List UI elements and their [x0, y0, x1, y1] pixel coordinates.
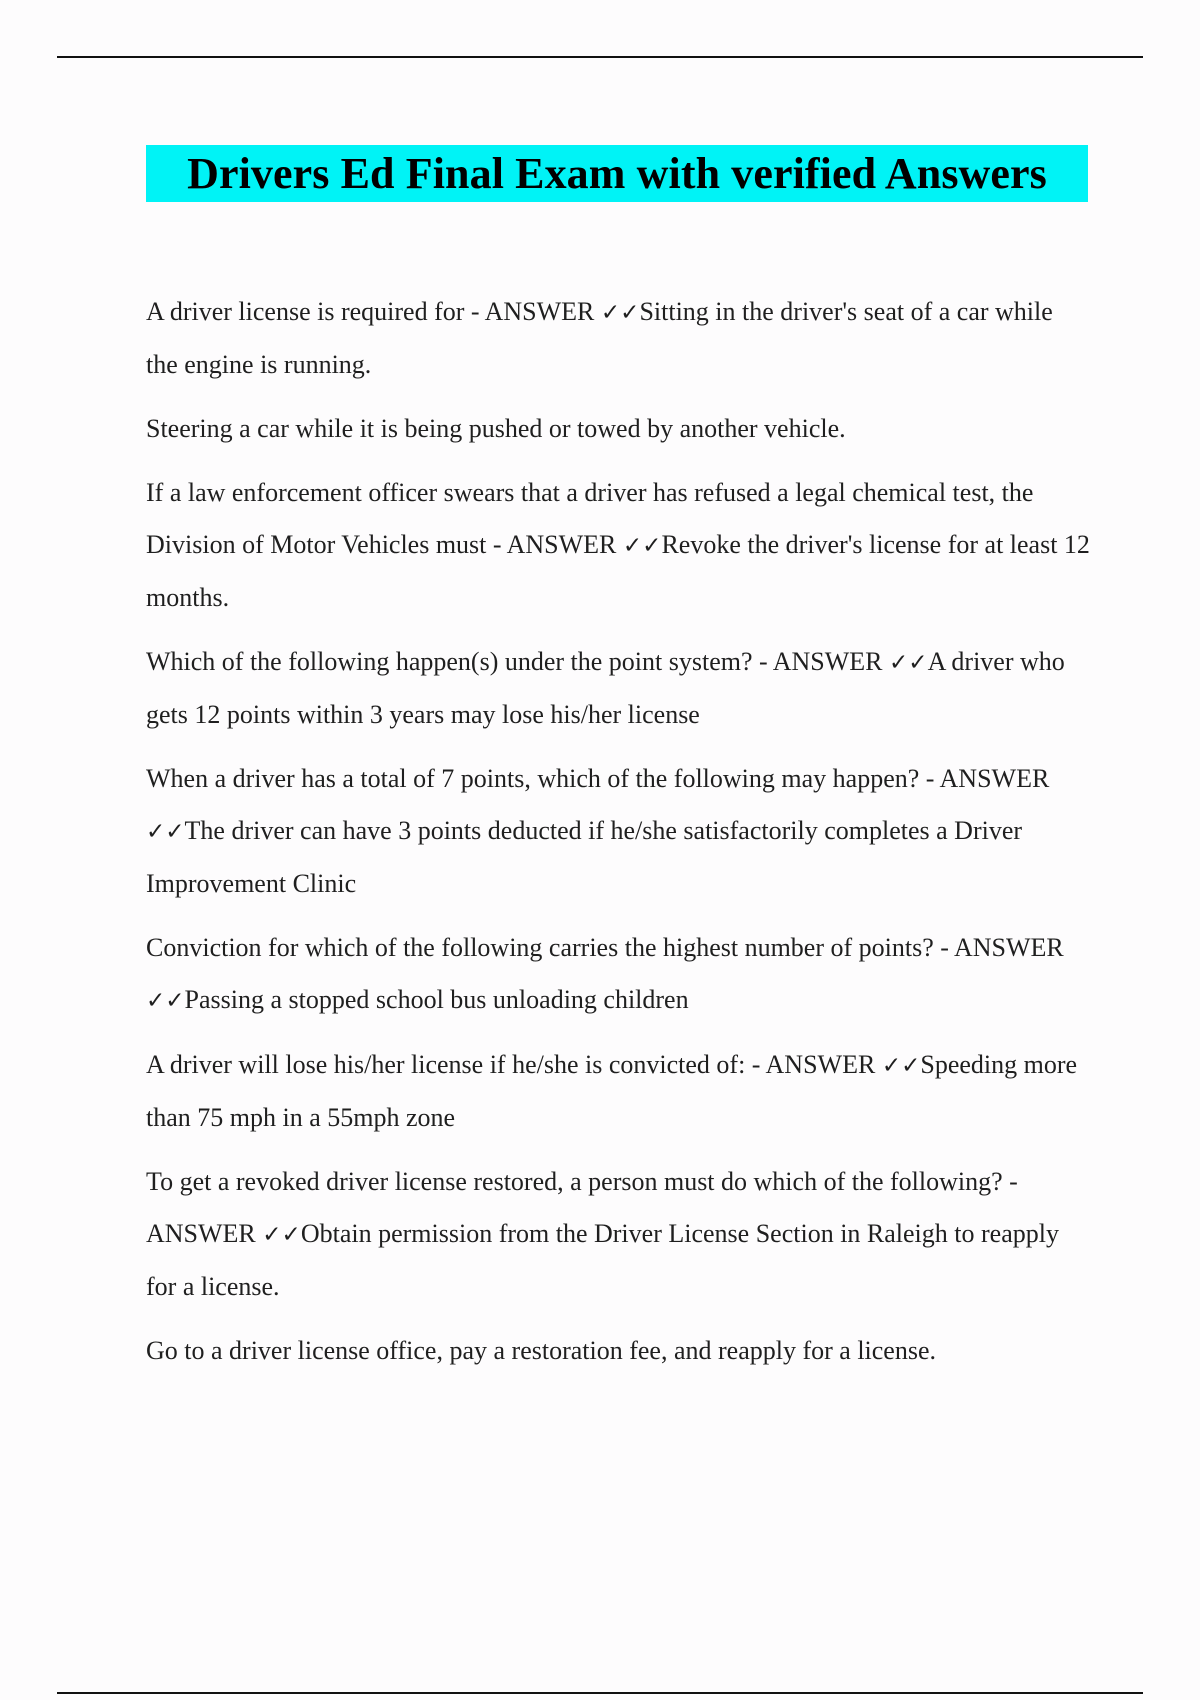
question-text: Which of the following happen(s) under the point system? -	[146, 647, 773, 676]
check-marks-icon: ✓✓	[262, 1222, 301, 1248]
answer-continuation	[146, 1325, 1091, 1377]
answer-text: Revoke the driver's license for at least 12 months.	[146, 530, 1090, 612]
answer-label: ANSWER	[506, 530, 617, 559]
answer-label: ANSWER	[954, 933, 1064, 962]
qa-item	[146, 1039, 1091, 1144]
answer-text: Steering a car while it is being pushed or towed by another vehicle.	[146, 414, 846, 443]
answer-continuation	[146, 403, 1091, 455]
document-title: Drivers Ed Final Exam with verified Answers	[187, 148, 1047, 198]
answer-label: ANSWER	[484, 297, 595, 326]
answer-text: Sitting in the driver's seat of a car while the engine is running.	[146, 297, 1053, 379]
check-marks-icon: ✓✓	[881, 1053, 921, 1079]
question-text: If a law enforcement officer swears that a driver has refused a legal chemical test, the Division of Motor Vehicles must -	[146, 478, 1034, 559]
answer-text: Go to a driver license office, pay a restoration fee, and reapply for a license.	[146, 1336, 937, 1365]
qa-item	[146, 636, 1091, 741]
top-divider	[57, 56, 1143, 58]
check-marks-icon: ✓✓	[146, 819, 185, 845]
answer-text: Speeding more than 75 mph in a 55mph zone	[146, 1050, 1078, 1132]
answer-text: A driver who gets 12 points within 3 years may lose his/her license	[146, 647, 1065, 729]
title-highlight	[146, 145, 1088, 202]
qa-item	[146, 467, 1091, 624]
answer-label: ANSWER	[772, 647, 883, 676]
answer-text: Obtain permission from the Driver License Section in Raleigh to reapply for a license.	[146, 1219, 1059, 1301]
bottom-divider	[57, 1692, 1143, 1694]
qa-item	[146, 1156, 1091, 1313]
question-text: A driver license is required for -	[146, 297, 485, 326]
qa-item	[146, 753, 1091, 910]
qa-list	[146, 286, 1091, 1389]
check-marks-icon: ✓✓	[622, 533, 662, 559]
question-text: To get a revoked driver license restored, a person must do which of the following? -	[146, 1167, 1018, 1196]
answer-text: Passing a stopped school bus unloading children	[184, 985, 689, 1014]
check-marks-icon: ✓✓	[146, 988, 185, 1014]
check-marks-icon: ✓✓	[600, 300, 640, 326]
answer-label: ANSWER	[765, 1050, 876, 1079]
answer-label: ANSWER	[146, 1219, 256, 1248]
question-text: Conviction for which of the following carries the highest number of points? -	[146, 933, 954, 962]
qa-item	[146, 922, 1091, 1027]
question-text: When a driver has a total of 7 points, which of the following may happen? -	[146, 764, 940, 793]
answer-label: ANSWER	[939, 764, 1050, 793]
qa-item	[146, 286, 1091, 391]
question-text: A driver will lose his/her license if he/she is convicted of: -	[146, 1050, 766, 1079]
check-marks-icon: ✓✓	[889, 650, 928, 676]
answer-text: The driver can have 3 points deducted if he/she satisfactorily completes a Driver Improvement Clinic	[146, 816, 1023, 898]
